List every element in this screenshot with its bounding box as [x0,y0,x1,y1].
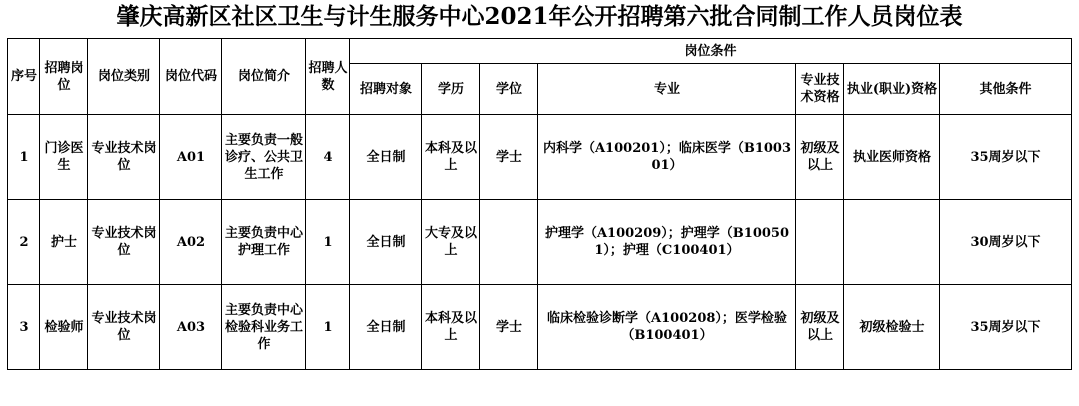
cell-seq: 3 [8,285,40,370]
cell-target: 全日制 [350,115,422,200]
page-title: 肇庆高新区社区卫生与计生服务中心2021年公开招聘第六批合同制工作人员岗位表 [116,3,963,30]
cell-tech-title: 初级及以上 [796,285,844,370]
cell-num: 4 [306,115,350,200]
header-degree: 学位 [480,64,538,115]
cell-education: 本科及以上 [422,115,480,200]
cell-practice-cert: 执业医师资格 [844,115,940,200]
cell-degree: 学士 [480,115,538,200]
cell-other: 35周岁以下 [940,115,1071,200]
header-education: 学历 [422,64,480,115]
header-group-conditions: 岗位条件 [350,39,1071,64]
cell-major: 护理学（A100209）；护理学（B100501）；护理（C100401） [538,200,796,285]
table-row [8,285,1071,370]
cell-degree: 学士 [480,285,538,370]
cell-post: 门诊医生 [40,115,88,200]
cell-type: 专业技术岗位 [88,200,160,285]
cell-post: 护士 [40,200,88,285]
cell-education: 大专及以上 [422,200,480,285]
cell-post: 检验师 [40,285,88,370]
cell-desc: 主要负责中心护理工作 [222,200,306,285]
header-other: 其他条件 [940,64,1071,115]
cell-major: 内科学（A100201）；临床医学（B100301） [538,115,796,200]
recruitment-positions-table [7,38,1071,370]
cell-tech-title [796,200,844,285]
header-num: 招聘人数 [306,39,350,115]
cell-type: 专业技术岗位 [88,285,160,370]
cell-num: 1 [306,285,350,370]
cell-other: 30周岁以下 [940,200,1071,285]
header-target: 招聘对象 [350,64,422,115]
cell-code: A01 [160,115,222,200]
cell-practice-cert: 初级检验士 [844,285,940,370]
table-row [8,200,1071,285]
header-code: 岗位代码 [160,39,222,115]
cell-type: 专业技术岗位 [88,115,160,200]
cell-practice-cert [844,200,940,285]
cell-desc: 主要负责一般诊疗、公共卫生工作 [222,115,306,200]
header-major: 专业 [538,64,796,115]
cell-seq: 1 [8,115,40,200]
cell-num: 1 [306,200,350,285]
cell-other: 35周岁以下 [940,285,1071,370]
header-group-row [8,39,1071,64]
cell-target: 全日制 [350,200,422,285]
cell-code: A02 [160,200,222,285]
header-seq: 序号 [8,39,40,115]
header-type: 岗位类别 [88,39,160,115]
cell-education: 本科及以上 [422,285,480,370]
cell-tech-title: 初级及以上 [796,115,844,200]
header-post: 招聘岗位 [40,39,88,115]
header-desc: 岗位简介 [222,39,306,115]
cell-desc: 主要负责中心检验科业务工作 [222,285,306,370]
cell-seq: 2 [8,200,40,285]
table-row [8,115,1071,200]
table-body [8,115,1071,370]
header-tech-title: 专业技术资格 [796,64,844,115]
cell-degree [480,200,538,285]
cell-target: 全日制 [350,285,422,370]
cell-major: 临床检验诊断学（A100208）；医学检验（B100401） [538,285,796,370]
cell-code: A03 [160,285,222,370]
header-practice-cert: 执业(职业)资格 [844,64,940,115]
table-header [8,39,1071,115]
